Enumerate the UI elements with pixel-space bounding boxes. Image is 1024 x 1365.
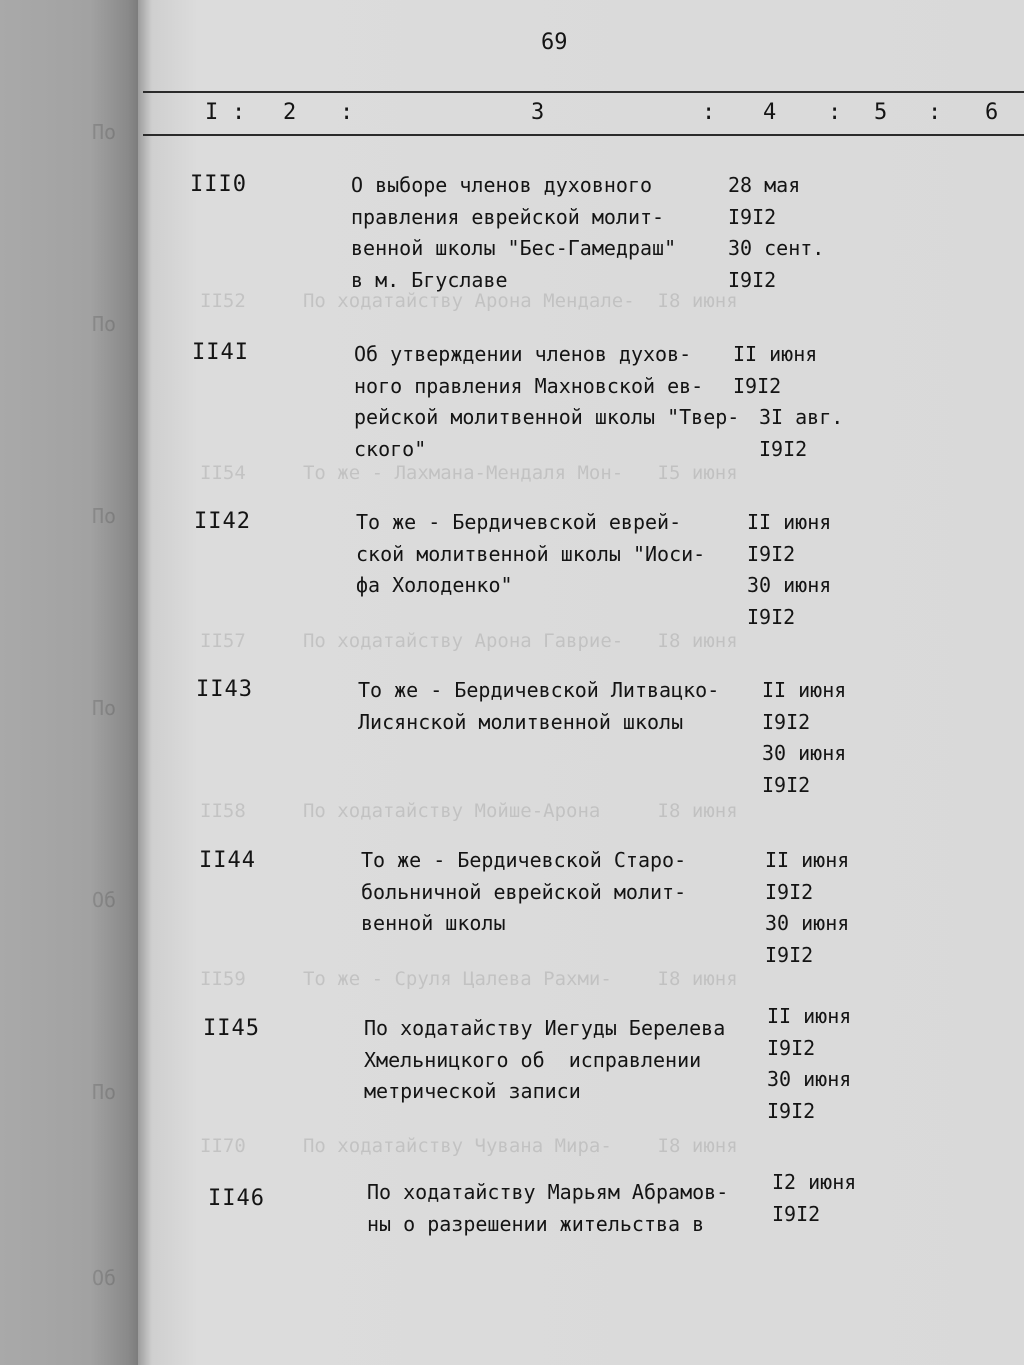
description-line: в м. Бгуславе (351, 267, 508, 292)
date-line: I9I2 (759, 436, 808, 461)
description-line: венной школы (361, 911, 506, 935)
description-line: больничной еврейской молит- (361, 879, 687, 904)
column-separator: : (828, 100, 842, 125)
date-line: 28 мая (728, 173, 801, 197)
entry-description (354, 339, 739, 465)
description-line: ного правления Махновской ев- (354, 373, 704, 398)
entry-dates (747, 507, 831, 633)
date-line: 30 июня (767, 1067, 852, 1091)
description-line: О выборе членов духовного (351, 173, 653, 197)
date-line: I2 июня (772, 1170, 857, 1194)
column-header-4: 4 (763, 100, 777, 125)
column-header-2: 2 (283, 100, 297, 125)
description-line: правления еврейской молит- (351, 204, 665, 229)
date-line: 30 июня (747, 573, 832, 597)
date-line: I9I2 (747, 541, 796, 566)
date-line: I9I2 (765, 942, 814, 967)
column-header-6: 6 (985, 100, 999, 125)
description-line: метрической записи (364, 1079, 581, 1103)
entry-description (364, 1013, 725, 1108)
description-line: То же - Бердичевской Литвацко- (358, 678, 720, 702)
entry-dates (728, 170, 824, 296)
entry-dates (765, 845, 849, 971)
entry-number: III0 (190, 172, 247, 197)
entry-description (356, 507, 705, 602)
date-line: II июня (762, 678, 847, 702)
date-line: 3I авг. (759, 405, 844, 429)
date-line: I9I2 (733, 373, 782, 398)
date-line: I9I2 (728, 204, 777, 229)
header-bottom-rule (143, 134, 1024, 136)
date-line: I9I2 (762, 772, 811, 797)
entry-number: II42 (194, 509, 251, 534)
entry-dates (767, 1001, 851, 1127)
column-header-5: 5 (874, 100, 888, 125)
entry-number: II44 (199, 848, 256, 873)
entry-description (351, 170, 676, 296)
description-line: венной школы "Бес-Гамедраш" (351, 236, 677, 260)
entry-number: II45 (203, 1016, 260, 1041)
date-line: 30 июня (765, 911, 850, 935)
date-line: I9I2 (762, 709, 811, 734)
description-line: рейской молитвенной школы "Твер- (354, 405, 740, 429)
description-line: Лисянской молитвенной школы (358, 709, 684, 734)
entry-description (367, 1177, 728, 1240)
column-header-1: I (205, 100, 219, 125)
date-line: I9I2 (728, 267, 777, 292)
column-separator: : (928, 100, 942, 125)
date-line: I9I2 (772, 1201, 821, 1226)
date-line: 30 июня (762, 741, 847, 765)
description-line: То же - Бердичевской Старо- (361, 848, 687, 872)
date-line: II июня (765, 848, 850, 872)
date-line: II июня (733, 342, 818, 366)
column-separator: : (340, 100, 354, 125)
description-line: ской молитвенной школы "Иоси- (356, 541, 706, 566)
column-header-3: 3 (531, 100, 545, 125)
entry-description (358, 675, 719, 738)
date-line: 30 сент. (728, 236, 825, 260)
date-line: I9I2 (767, 1098, 816, 1123)
document-page: II52 По ходатайству Арона Мендале- I8 июня II54 То же - Лахмана-Мендаля Мон- I5 июня II57 По ходатайству Арона Гаврие- I8 июня II58 По ходатайству Мойше-Арона I8 июня II59 То же - Сруля Цалева Рахми- I8 июня II70 По ходатайству Чувана Мира- I8 июня (138, 0, 1024, 1365)
entry-description (361, 845, 686, 940)
date-line: II июня (747, 510, 832, 534)
date-line: I9I2 (765, 879, 814, 904)
adjacent-page-edge: По По По По Об По Об (0, 0, 150, 1365)
description-line: Об утверждении членов духов- (354, 342, 692, 366)
date-line: II июня (767, 1004, 852, 1028)
column-separator: : (232, 100, 246, 125)
description-line: Хмельницкого об исправлении (364, 1047, 702, 1072)
date-line: I9I2 (747, 604, 796, 629)
entry-number: II46 (208, 1186, 265, 1211)
column-separator: : (702, 100, 716, 125)
entry-number: II4I (192, 340, 249, 365)
description-line: фа Холоденко" (356, 573, 513, 597)
description-line: ны о разрешении жительства в (367, 1211, 705, 1236)
entry-number: II43 (196, 677, 253, 702)
description-line: По ходатайству Иегуды Берелева (364, 1016, 726, 1040)
entry-dates (733, 339, 844, 465)
header-top-rule (143, 91, 1024, 93)
date-line: I9I2 (767, 1035, 816, 1060)
page-number: 69 (541, 30, 568, 55)
description-line: ского" (354, 436, 427, 461)
entry-dates (772, 1167, 856, 1230)
entry-dates (762, 675, 846, 801)
description-line: По ходатайству Марьям Абрамов- (367, 1180, 729, 1204)
description-line: То же - Бердичевской еврей- (356, 510, 682, 534)
